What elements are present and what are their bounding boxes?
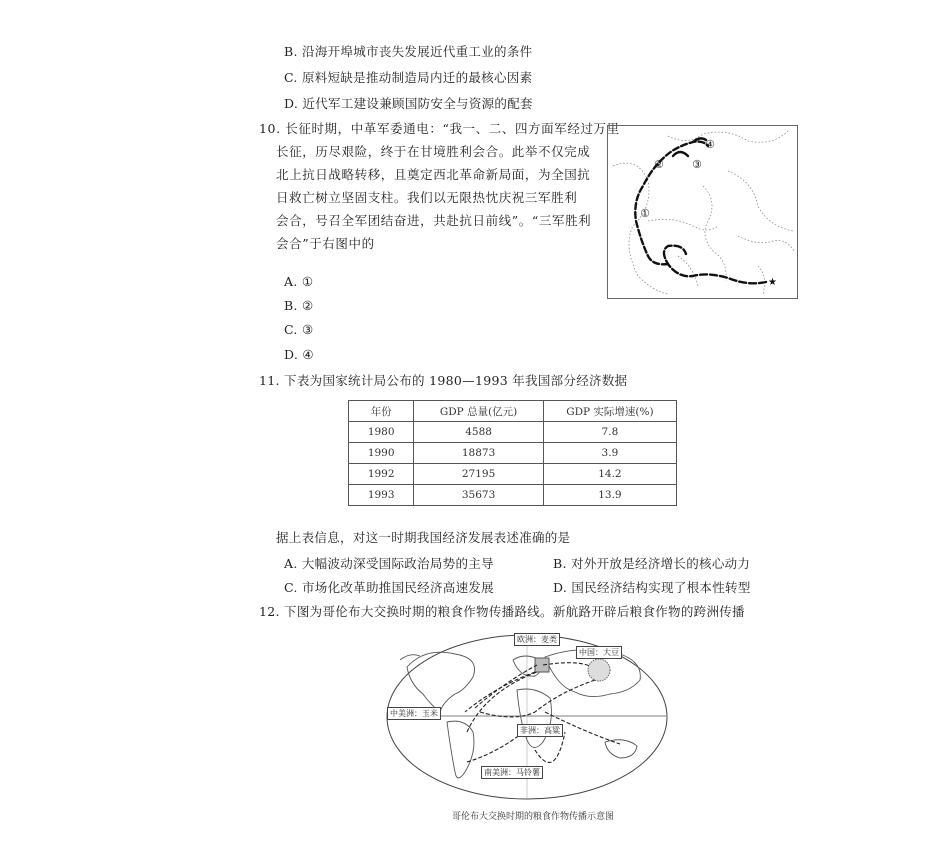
- table-row: [349, 422, 677, 443]
- map-label-south-america: 南美洲：马铃薯: [481, 766, 543, 779]
- table-row: [349, 464, 677, 485]
- q10-marker-2: ②: [654, 158, 664, 171]
- gdp-table: [348, 400, 677, 506]
- q9-option-d: D. 近代军工建设兼顾国防安全与资源的配套: [284, 96, 533, 111]
- table-cell-year: 1992: [349, 464, 414, 485]
- q10-option-a: A. ①: [284, 274, 314, 289]
- q11-option-d: D. 国民经济结构实现了根本性转型: [553, 580, 751, 595]
- q10-marker-1: ①: [640, 207, 650, 220]
- table-cell-year: 1980: [349, 422, 414, 443]
- q10-option-c: C. ③: [284, 322, 314, 337]
- q10-line-5: 会合，号召全军团结奋进，共赴抗日前线”。“三军胜利: [276, 213, 592, 228]
- map-label-central-america: 中美洲：玉米: [387, 707, 441, 720]
- table-cell-year: 1990: [349, 443, 414, 464]
- q9-option-b: B. 沿海开埠城市丧失发展近代重工业的条件: [284, 44, 533, 59]
- table-header-gdp: GDP 总量(亿元): [414, 401, 543, 422]
- map-label-europe: 欧洲：麦类: [514, 633, 560, 646]
- map-caption: 哥伦布大交换时期的粮食作物传播示意图: [452, 812, 615, 822]
- q11-option-b: B. 对外开放是经济增长的核心动力: [553, 556, 751, 571]
- table-cell-gdp: 18873: [414, 443, 543, 464]
- q10-line-2: 长征，历尽艰险，终于在甘境胜利会合。此举不仅完成: [276, 144, 591, 159]
- q10-stem: [259, 117, 620, 255]
- q10-line-6: 会合”于右图中的: [276, 236, 375, 251]
- table-cell-growth: 13.9: [543, 485, 676, 506]
- table-header-year: 年份: [349, 401, 414, 422]
- columbian-exchange-map: [385, 632, 670, 802]
- table-cell-growth: 7.8: [543, 422, 676, 443]
- star-icon: ★: [768, 277, 777, 288]
- table-header-row: [349, 401, 677, 422]
- table-cell-gdp: 4588: [414, 422, 543, 443]
- q11-option-c: C. 市场化改革助推国民经济高速发展: [284, 580, 494, 595]
- q10-marker-3: ③: [692, 158, 702, 171]
- table-header-growth: GDP 实际增速(%): [543, 401, 676, 422]
- q11-option-a: A. 大幅波动深受国际政治局势的主导: [284, 556, 494, 571]
- table-cell-growth: 3.9: [543, 443, 676, 464]
- q12-title: 12. 下图为哥伦布大交换时期的粮食作物传播路线。新航路开辟后粮食作物的跨洲传播: [259, 604, 745, 619]
- map-label-china: 中国：大豆: [576, 646, 622, 659]
- long-march-map: [607, 125, 798, 299]
- q10-marker-4: ④: [705, 138, 715, 151]
- q9-option-c: C. 原料短缺是推动制造局内迁的最核心因素: [284, 70, 533, 85]
- table-row: [349, 485, 677, 506]
- q10-line-1: 10. 长征时期，中革军委通电：“我一、二、四方面军经过万里: [259, 121, 620, 136]
- long-march-map-drawing: [608, 126, 797, 298]
- table-cell-growth: 14.2: [543, 464, 676, 485]
- q11-title: 11. 下表为国家统计局公布的 1980—1993 年我国部分经济数据: [259, 373, 628, 388]
- q10-option-b: B. ②: [284, 298, 314, 313]
- map-label-africa: 非洲：高粱: [517, 724, 563, 737]
- table-cell-gdp: 35673: [414, 485, 543, 506]
- q10-option-d: D. ④: [284, 347, 314, 362]
- q10-line-3: 北上抗日战略转移，且奠定西北革命新局面，为全国抗: [276, 167, 591, 182]
- q11-question: 据上表信息，对这一时期我国经济发展表述准确的是: [276, 530, 571, 545]
- q10-line-4: 日救亡树立坚固支柱。我们以无限热忱庆祝三军胜利: [276, 190, 578, 205]
- table-cell-gdp: 27195: [414, 464, 543, 485]
- table-cell-year: 1993: [349, 485, 414, 506]
- table-row: [349, 443, 677, 464]
